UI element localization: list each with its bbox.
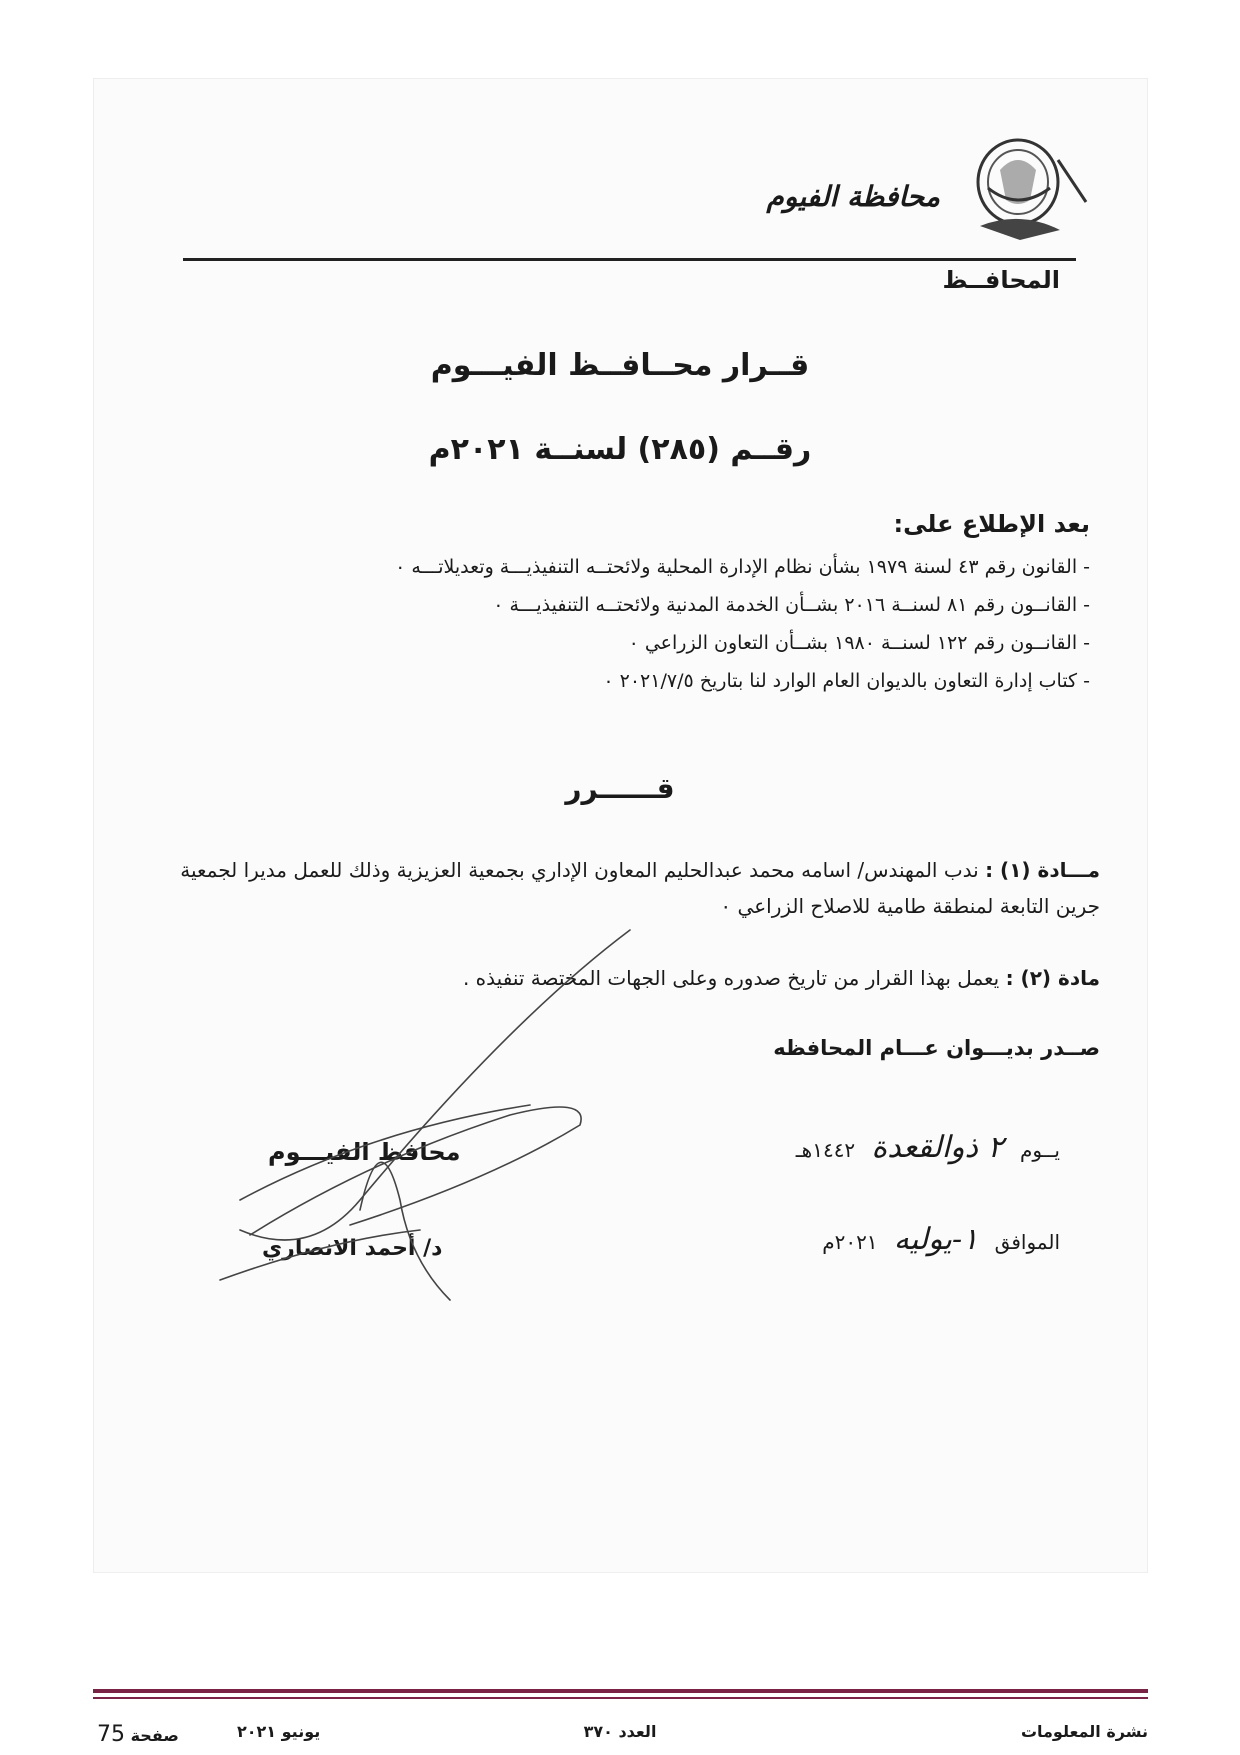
scanned-page <box>93 78 1148 1573</box>
governor-title: المحافــظ <box>942 266 1060 294</box>
signatory-name: د/ أحمد الانصاري <box>262 1236 443 1261</box>
greg-handwritten: ١-يوليه <box>893 1222 979 1257</box>
article-label: مادة (٢) : <box>1005 966 1100 990</box>
hijri-handwritten: ٢ ذوالقعدة <box>871 1130 1004 1165</box>
header-rule <box>183 258 1076 261</box>
hijri-year: ١٤٤٢هـ <box>795 1138 856 1162</box>
footer-publication: نشرة المعلومات <box>1020 1722 1148 1741</box>
page-number: 75 <box>97 1722 125 1747</box>
preamble-item: - القانــون رقم ١٢٢ لسنــة ١٩٨٠ بشــأن التعاون الزراعي ٠ <box>628 632 1090 654</box>
preamble-item: - كتاب إدارة التعاون بالديوان العام الوارد لنا بتاريخ ٢٠٢١/٧/٥ ٠ <box>603 670 1090 692</box>
preamble-list <box>190 548 1090 700</box>
article-label: مـــادة (١) : <box>985 858 1100 882</box>
governorate-name: محافظة الفيوم <box>766 180 940 213</box>
signature-icon <box>210 900 730 1320</box>
greg-year: ٢٠٢١م <box>822 1230 878 1254</box>
decided-heading: قــــــرر <box>565 772 675 805</box>
preamble-heading: بعد الإطلاع على: <box>893 510 1090 538</box>
article-text: يعمل بهذا القرار من تاريخ صدوره وعلى الجهات المختصة تنفيذه . <box>462 966 1000 990</box>
greg-prefix: الموافق <box>994 1230 1060 1254</box>
footer-issue: العدد ٣٧٠ <box>583 1722 657 1741</box>
footer-page <box>93 1722 179 1747</box>
issued-at: صــدر بديـــوان عـــام المحافظه <box>773 1036 1100 1060</box>
decree-number: رقــم (٢٨٥) لسنــة ٢٠٢١م <box>428 432 812 467</box>
footer-rule <box>93 1697 1148 1699</box>
preamble-item: - القانون رقم ٤٣ لسنة ١٩٧٩ بشأن نظام الإدارة المحلية ولائحتــه التنفيذيـــة وتعديلاتـــه ٠ <box>395 556 1090 578</box>
decree-title: قــرار محــافــظ الفيـــوم <box>430 348 810 383</box>
gregorian-date <box>822 1222 1060 1257</box>
hijri-prefix: يــوم <box>1020 1138 1060 1162</box>
footer-rule <box>93 1689 1148 1693</box>
footer-date: يونيو ٢٠٢١ <box>237 1722 321 1741</box>
signatory-title: محافظ الفيـــوم <box>268 1138 461 1166</box>
governorate-emblem-icon <box>960 130 1100 250</box>
preamble-item: - القانــون رقم ٨١ لسنــة ٢٠١٦ بشــأن الخدمة المدنية ولائحتــه التنفيذيـــة ٠ <box>493 594 1090 616</box>
article-text: ندب المهندس/ اسامه محمد عبدالحليم المعاون الإداري بجمعية العزيزية وذلك للعمل مديرا لجمعية جرين التابعة لمنطقة طامية للاصلاح الزراعي ٠ <box>180 858 1100 918</box>
hijri-date <box>796 1130 1060 1165</box>
page-label: صفحة <box>130 1726 179 1745</box>
